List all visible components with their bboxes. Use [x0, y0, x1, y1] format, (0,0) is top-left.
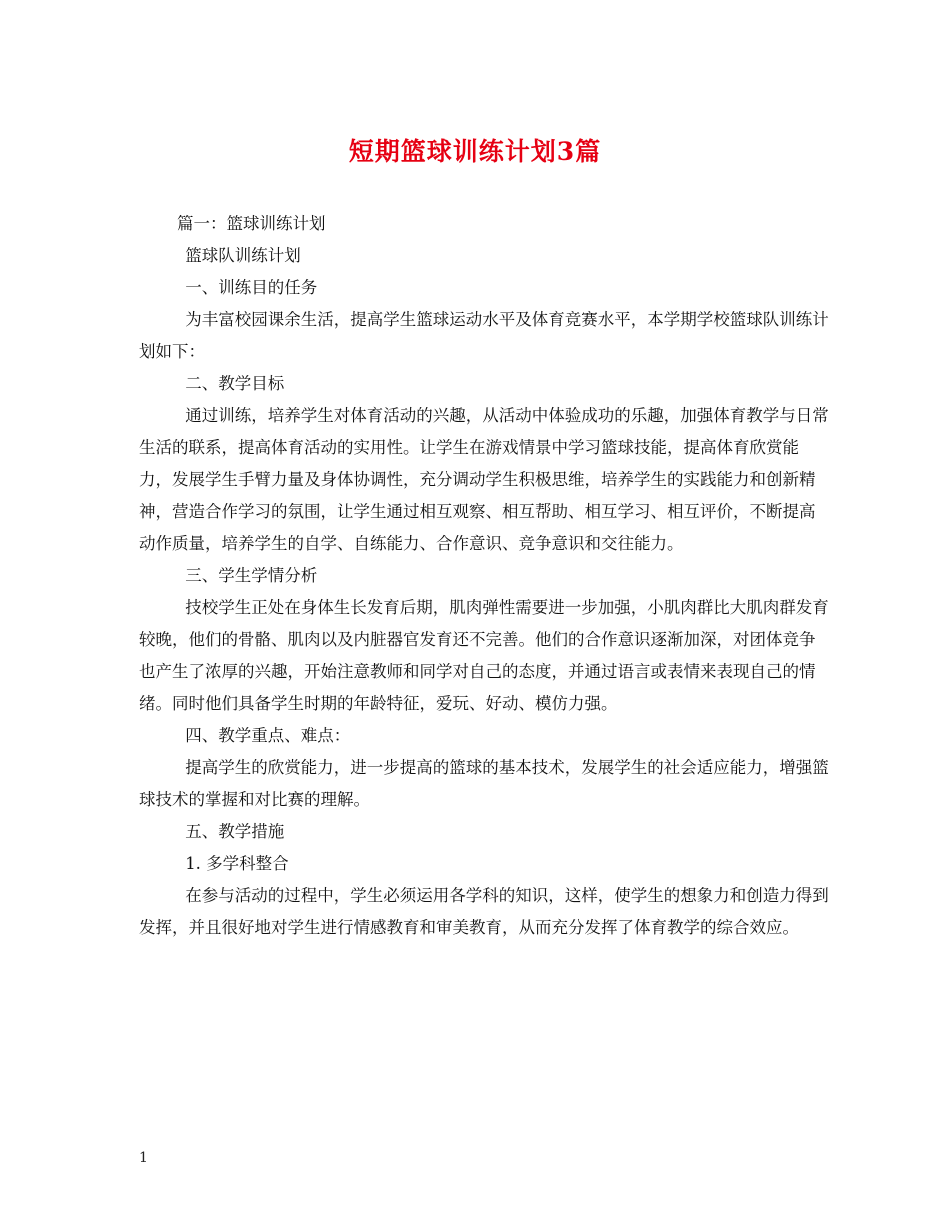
heading-teaching-measures: 五、教学措施: [185, 822, 285, 841]
heading-key-points: 四、教学重点、难点：: [185, 726, 351, 745]
subtitle-team-plan: 篮球队训练计划: [185, 246, 301, 265]
paragraph-key-points: 提高学生的欣赏能力，进一步提高的篮球的基本技术，发展学生的社会适应能力，增强篮球技术的掌握和对比赛的理解。: [139, 758, 829, 809]
heading-training-goal: 一、训练目的任务: [185, 278, 318, 297]
heading-student-analysis: 三、学生学情分析: [185, 566, 318, 585]
paragraph-teaching-objectives: 通过训练，培养学生对体育活动的兴趣，从活动中体验成功的乐趣，加强体育教学与日常生活的联系，提高体育活动的实用性。让学生在游戏情景中学习篮球技能，提高体育欣赏能力，发展学生手臂力量及身体协调性，充分调动学生积极思维，培养学生的实践能力和创新精神，营造合作学习的氛围，让学生通过相互观察、相互帮助、相互学习、相互评价，不断提高动作质量，培养学生的自学、自练能力、合作意识、竞争意识和交往能力。: [139, 406, 829, 553]
section-heading-part-one: 篇一：篮球训练计划: [176, 214, 326, 233]
document-body: [139, 208, 829, 944]
page-number: 1: [139, 1150, 148, 1166]
paragraph-multidisciplinary: 在参与活动的过程中，学生必须运用各学科的知识，这样，使学生的想象力和创造力得到发挥，并且很好地对学生进行情感教育和审美教育，从而充分发挥了体育教学的综合效应。: [139, 886, 829, 937]
heading-teaching-objectives: 二、教学目标: [185, 374, 285, 393]
heading-multidisciplinary: 1. 多学科整合: [185, 854, 289, 873]
paragraph-student-analysis: 技校学生正处在身体生长发育后期，肌肉弹性需要进一步加强，小肌肉群比大肌肉群发育较晚，他们的骨骼、肌肉以及内脏器官发育还不完善。他们的合作意识逐渐加深，对团体竞争也产生了浓厚的兴趣，开始注意教师和同学对自己的态度，并通过语言或表情来表现自己的情绪。同时他们具备学生时期的年龄特征，爱玩、好动、模仿力强。: [139, 598, 829, 713]
document-title: 短期篮球训练计划3篇: [348, 137, 602, 166]
paragraph-training-goal: 为丰富校园课余生活，提高学生篮球运动水平及体育竞赛水平，本学期学校篮球队训练计划如下：: [139, 310, 829, 361]
